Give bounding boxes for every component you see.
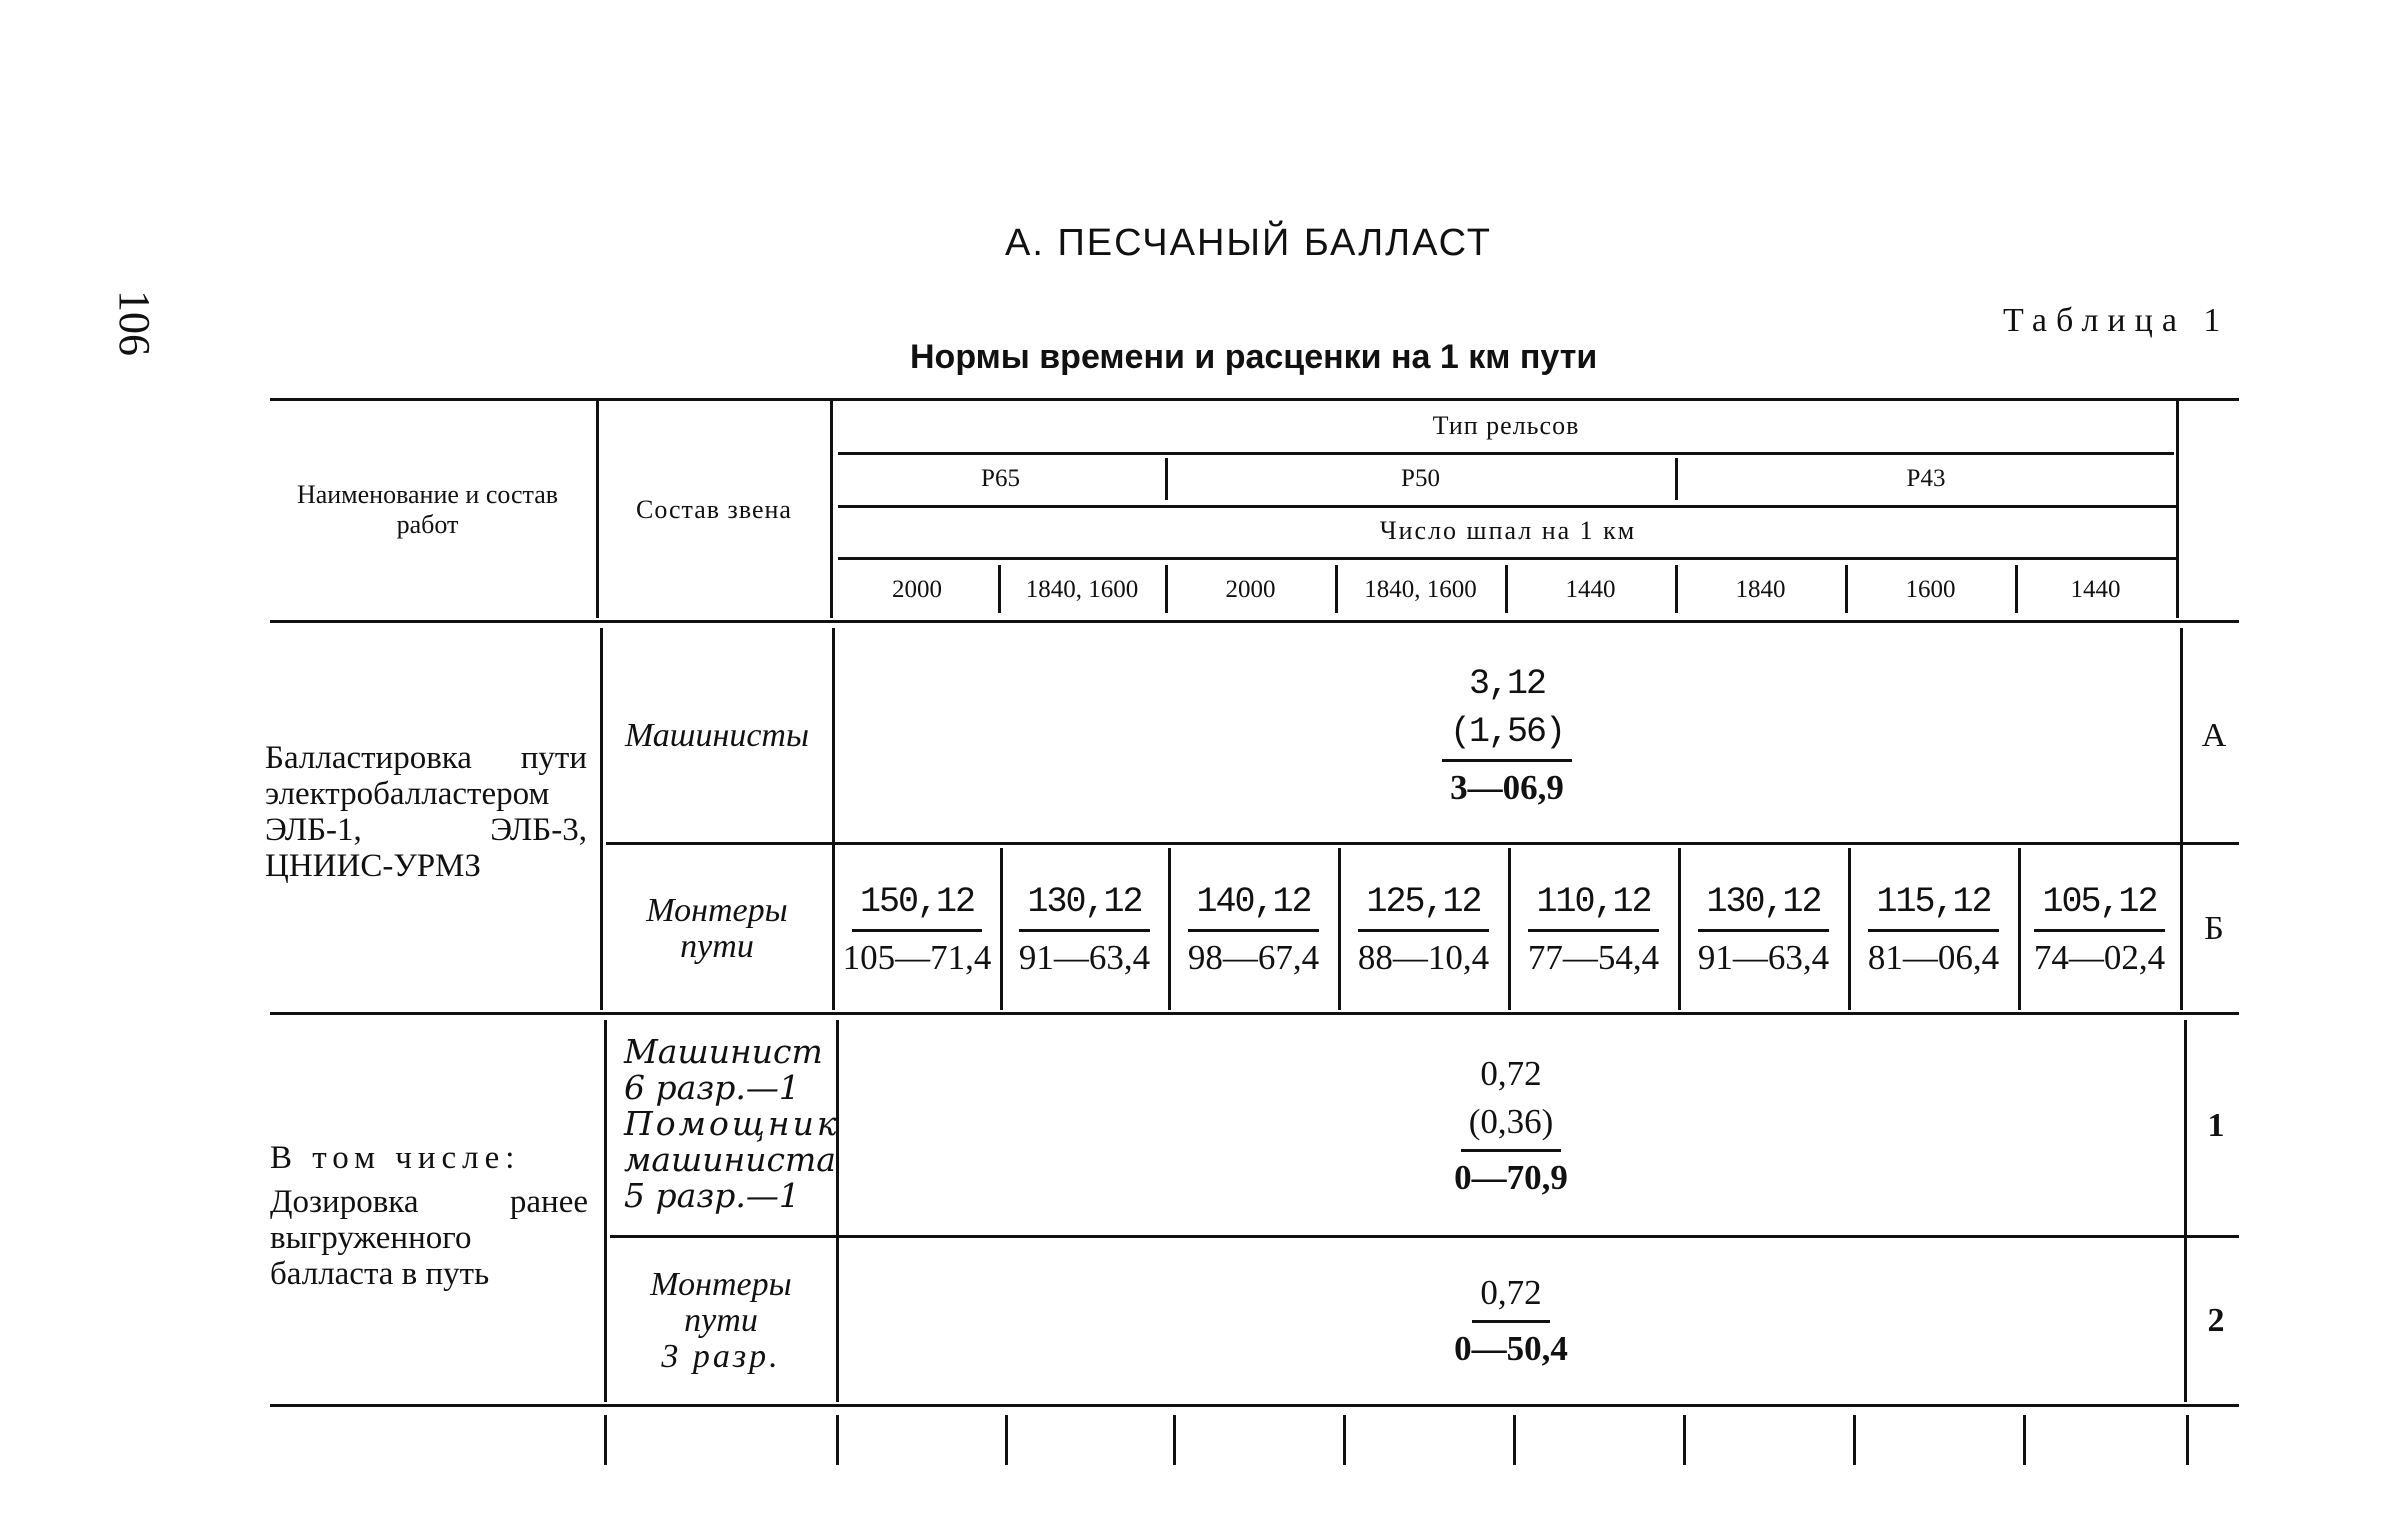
table-caption: Нормы времени и расценки на 1 км пути <box>910 338 1598 376</box>
row-2-value-main: 0,72 <box>1472 1273 1549 1322</box>
table-bottom-rule <box>270 1404 2239 1407</box>
header-count: 1440 <box>1565 575 1616 603</box>
row-b-time: 130,12 <box>1698 882 1828 931</box>
rail-type-rule <box>838 452 2174 455</box>
row-a-bottom-rule <box>606 842 2239 845</box>
row-1-crew-line: машиниста <box>624 1140 836 1179</box>
stub-tick-10 <box>2186 1415 2189 1465</box>
header-count: 1600 <box>1905 575 1956 603</box>
work-dosing: Дозировка ранее выгруженного балласта в путь <box>270 1184 588 1292</box>
header-work: Наименование и состав работ <box>296 480 559 539</box>
header-sleepers: Число шпал на 1 км <box>1379 516 1637 546</box>
row-2-crew-line: Монтеры <box>650 1266 792 1303</box>
row-1-crew-line: 6 разр.—1 <box>624 1068 800 1107</box>
table-label: Таблица 1 <box>2003 302 2230 339</box>
row-1-bottom-rule <box>610 1235 2239 1238</box>
col-work-divider-b1 <box>600 628 603 1010</box>
row-1-crew-line: 5 разр.—1 <box>624 1176 800 1215</box>
row-1-crew <box>624 1032 840 1215</box>
row-2-price: 0—50,4 <box>1454 1328 1568 1368</box>
header-rail-p50: Р50 <box>1401 464 1440 492</box>
row-b-crew <box>604 848 830 1010</box>
block1-bottom-rule <box>270 1012 2239 1015</box>
row-a-value <box>836 632 2178 840</box>
col-letter-divider-b2 <box>2184 1020 2187 1402</box>
row-b-time: 105,12 <box>2034 882 2164 931</box>
row-1-letter: 1 <box>2207 1107 2225 1145</box>
row-1-crew-line: Помощник <box>624 1104 840 1143</box>
row-b-crew-text: Монтеры пути <box>646 892 788 965</box>
header-count: 1840, 1600 <box>1364 575 1477 603</box>
header-rail-type: Тип рельсов <box>1432 411 1580 441</box>
stub-tick-8 <box>1853 1415 1856 1465</box>
row-1-value-line1: 0,72 <box>1480 1054 1542 1094</box>
header-count: 1840, 1600 <box>1025 575 1139 603</box>
row-a-crew: Машинисты <box>624 717 810 754</box>
work-ballasting: Балластировка пути электробалластером ЭЛБ-1, ЭЛБ-3, ЦНИИС-УРМЗ <box>265 740 587 884</box>
row-b-price: 91—63,4 <box>1018 937 1151 977</box>
row-b-price: 91—63,4 <box>1697 937 1830 977</box>
header-count: 2000 <box>1225 575 1276 603</box>
row-a-letter: А <box>2201 717 2227 755</box>
row-b-time: 130,12 <box>1019 882 1149 931</box>
stub-tick-9 <box>2023 1415 2026 1465</box>
row-1-price: 0—70,9 <box>1454 1157 1568 1197</box>
col-work-divider-b2 <box>604 1020 607 1402</box>
row-b-value <box>1341 852 1506 1008</box>
row-b-time: 140,12 <box>1188 882 1318 931</box>
row-b-time: 125,12 <box>1358 882 1488 931</box>
stub-tick-2 <box>836 1415 839 1465</box>
row-b-value <box>836 852 998 1008</box>
row-b-price: 77—54,4 <box>1527 937 1660 977</box>
col-letter-divider-b1 <box>2180 628 2183 1010</box>
header-bottom-rule <box>270 620 2239 623</box>
row-b-value <box>1171 852 1336 1008</box>
col-crew-divider-b1 <box>832 628 835 1010</box>
header-count: 1840 <box>1735 575 1786 603</box>
table-top-rule <box>270 398 2239 401</box>
row-b-price: 74—02,4 <box>2033 937 2166 977</box>
col-work-divider <box>596 400 599 618</box>
stub-tick-7 <box>1683 1415 1686 1465</box>
row-2-value <box>840 1240 2182 1402</box>
row-b-time: 150,12 <box>852 882 982 931</box>
sleepers-rule <box>838 557 2178 560</box>
stub-tick-5 <box>1343 1415 1346 1465</box>
stub-tick-4 <box>1173 1415 1176 1465</box>
stub-tick-1 <box>604 1415 607 1465</box>
col-crew-divider <box>830 400 833 618</box>
row-1-value-line2: (0,36) <box>1461 1102 1562 1151</box>
row-1-value <box>840 1020 2182 1232</box>
row-a-value-line1: 3,12 <box>1468 664 1545 705</box>
row-b-price: 98—67,4 <box>1187 937 1320 977</box>
stub-tick-3 <box>1005 1415 1008 1465</box>
row-b-value <box>1511 852 1676 1008</box>
row-b-price: 88—10,4 <box>1357 937 1490 977</box>
row-a-price: 3—06,9 <box>1450 767 1564 807</box>
row-2-crew-line: 3 разр. <box>661 1338 781 1375</box>
row-b-letter: Б <box>2204 910 2224 948</box>
row-a-value-line2: (1,56) <box>1442 712 1572 761</box>
col-crew-divider-b2 <box>836 1020 839 1402</box>
page-number: 106 <box>110 290 159 356</box>
row-2-letter: 2 <box>2207 1302 2225 1340</box>
row-b-value <box>1003 852 1166 1008</box>
header-crew: Состав звена <box>636 495 792 525</box>
row-b-time: 115,12 <box>1868 882 1998 931</box>
row-b-price: 81—06,4 <box>1867 937 2000 977</box>
row-b-price: 105—71,4 <box>842 937 992 977</box>
header-rail-p65: Р65 <box>981 464 1020 492</box>
row-1-crew-line: Машинист <box>624 1032 823 1071</box>
section-title: А. ПЕСЧАНЫЙ БАЛЛАСТ <box>1005 222 1492 264</box>
header-rail-p43: Р43 <box>1906 464 1946 492</box>
row-b-value <box>1851 852 2016 1008</box>
work-subtitle: В том числе: <box>270 1140 521 1176</box>
row-2-crew-line: пути <box>684 1302 758 1339</box>
header-count: 1440 <box>2070 575 2121 603</box>
row-b-value <box>1681 852 1846 1008</box>
header-count: 2000 <box>892 575 942 603</box>
row-2-crew <box>608 1240 834 1402</box>
stub-tick-6 <box>1513 1415 1516 1465</box>
row-b-value <box>2021 852 2178 1008</box>
row-b-time: 110,12 <box>1528 882 1658 931</box>
